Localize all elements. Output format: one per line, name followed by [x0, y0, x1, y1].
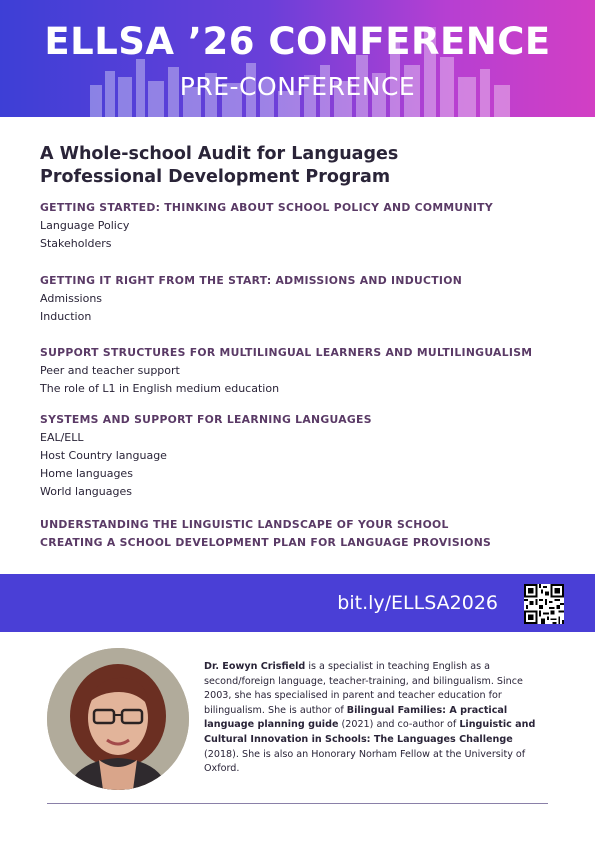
footer-divider [47, 803, 548, 804]
section-getting-it-right [40, 272, 580, 326]
section-heading: CREATING A SCHOOL DEVELOPMENT PLAN FOR LANGUAGE PROVISIONS [40, 536, 492, 549]
qr-code-icon[interactable] [524, 584, 564, 624]
section-systems-support [40, 411, 580, 501]
url-band [0, 574, 595, 632]
section-getting-started [40, 199, 580, 253]
section-item: The role of L1 in English medium education [40, 382, 280, 395]
program-title [40, 143, 460, 189]
book-title: Linguistic and Cultural Innovation in Schools: The Languages Challenge [204, 719, 536, 745]
section-item: Admissions [40, 292, 103, 305]
section-item: Language Policy [40, 219, 130, 232]
registration-link[interactable]: bit.ly/ELLSA2026 [337, 592, 498, 614]
section-item: World languages [40, 485, 132, 498]
section-item: EAL/ELL [40, 431, 84, 444]
program-title-line2: Professional Development Program [40, 167, 391, 187]
bio-text: (2021) and co-author of [338, 719, 460, 731]
section-heading: UNDERSTANDING THE LINGUISTIC LANDSCAPE OF YOUR SCHOOL [40, 518, 449, 531]
book-title: Bilingual Families: A practical language planning guide [204, 704, 508, 731]
section-item: Host Country language [40, 449, 167, 462]
section-heading: GETTING STARTED: THINKING ABOUT SCHOOL POLICY AND COMMUNITY [40, 201, 493, 214]
section-item: Stakeholders [40, 237, 112, 250]
section-heading: GETTING IT RIGHT FROM THE START: ADMISSIONS AND INDUCTION [40, 274, 463, 287]
bio-text: is a specialist in teaching English as a second/foreign language, teacher-training, and bilingualism. Since 2003, she has specialised in parent and teacher education for bilingualism. She is author of [204, 661, 523, 716]
section-heading: SYSTEMS AND SUPPORT FOR LEARNING LANGUAGES [40, 413, 372, 426]
speaker-portrait-image [47, 648, 189, 790]
conference-title: ELLSA ’26 CONFERENCE [44, 20, 551, 63]
speaker-bio [204, 660, 549, 777]
section-support-structures [40, 344, 580, 398]
speaker-name: Dr. Eowyn Crisfield [204, 661, 306, 672]
bio-text: (2018). She is also an Honorary Norham Fellow at the University of Oxford. [204, 748, 526, 775]
conference-subtitle: PRE-CONFERENCE [179, 72, 416, 101]
program-title-line1: A Whole-school Audit for Languages [40, 144, 399, 164]
section-linguistic-landscape [40, 516, 580, 552]
header-banner [0, 0, 595, 117]
section-item: Home languages [40, 467, 133, 480]
speaker-photo [47, 648, 189, 790]
section-item: Peer and teacher support [40, 364, 180, 377]
section-heading: SUPPORT STRUCTURES FOR MULTILINGUAL LEARNERS AND MULTILINGUALISM [40, 346, 533, 359]
section-item: Induction [40, 310, 92, 323]
